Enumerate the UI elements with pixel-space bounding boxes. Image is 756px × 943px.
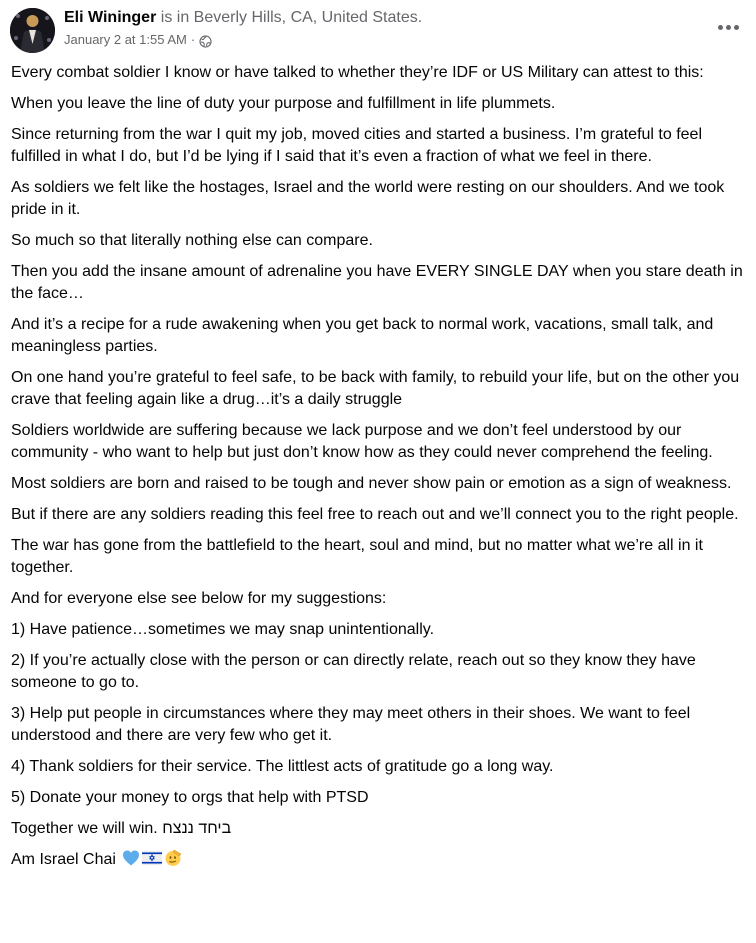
author-line — [64, 8, 422, 28]
closing-line-1 — [11, 818, 751, 840]
post-paragraph: And it’s a recipe for a rude awakening when you get back to normal work, vacations, small talk, and meaningless parties. — [11, 316, 714, 355]
hebrew-text: ביחד ננצח — [162, 820, 232, 837]
post-paragraph: 2) If you’re actually close with the person or can directly relate, reach out so they know they have someone to go to. — [11, 652, 696, 691]
post-body — [11, 62, 751, 883]
closing-text: Am Israel Chai — [11, 851, 116, 868]
closing-line-2 — [11, 849, 751, 874]
meta-separator: · — [190, 32, 196, 47]
post-paragraph: Then you add the insane amount of adrenaline you have EVERY SINGLE DAY when you stare death in the face… — [11, 263, 743, 302]
globe-icon[interactable] — [199, 35, 212, 48]
post-paragraph: So much so that literally nothing else can compare. — [11, 232, 373, 249]
post-timestamp[interactable]: January 2 at 1:55 AM — [64, 32, 187, 47]
post-paragraph: 3) Help put people in circumstances where they may meet others in their shoes. We want to feel understood and there are very few who get it. — [11, 705, 691, 744]
post-paragraph: Every combat soldier I know or have talked to whether they’re IDF or US Military can attest to this: — [11, 64, 704, 81]
blue-heart-icon — [122, 849, 140, 874]
avatar-image — [10, 8, 55, 53]
post-paragraph: But if there are any soldiers reading this feel free to reach out and we’ll connect you to the right people. — [11, 506, 739, 523]
post-paragraph: The war has gone from the battlefield to the heart, soul and mind, but no matter what we’re all in it together. — [11, 537, 703, 576]
post-paragraph: 4) Thank soldiers for their service. The littlest acts of gratitude go a long way. — [11, 758, 554, 775]
post-paragraph: Most soldiers are born and raised to be tough and never show pain or emotion as a sign of weakness. — [11, 475, 732, 492]
post-paragraph: When you leave the line of duty your purpose and fulfillment in life plummets. — [11, 95, 556, 112]
post-paragraph: On one hand you’re grateful to feel safe, to be back with family, to rebuild your life, but on the other you crave that feeling again like a drug…it’s a daily struggle — [11, 369, 740, 408]
post-paragraph: Soldiers worldwide are suffering because we lack purpose and we don’t feel understood by our community - who want to help but just don’t know how as they could never comprehend the feeling. — [11, 422, 713, 461]
author-location[interactable]: Beverly Hills, CA, United States. — [193, 9, 423, 26]
post-paragraph: And for everyone else see below for my suggestions: — [11, 590, 387, 607]
post-paragraph: 1) Have patience…sometimes we may snap unintentionally. — [11, 621, 435, 638]
post-paragraph: As soldiers we felt like the hostages, Israel and the world were resting on our shoulders. And we took pride in it. — [11, 179, 725, 218]
saluting-face-icon — [164, 849, 182, 874]
post-meta — [64, 32, 212, 48]
post-paragraph: 5) Donate your money to orgs that help with PTSD — [11, 789, 369, 806]
israel-flag-icon — [142, 849, 162, 874]
post-header — [0, 0, 756, 58]
closing-text: Together we will win. — [11, 820, 158, 837]
author-avatar[interactable] — [10, 8, 55, 53]
author-connector: is in — [156, 9, 194, 26]
post-paragraph: Since returning from the war I quit my job, moved cities and started a business. I’m grateful to feel fulfilled in what I do, but I’d be lying if I said that it’s even a fraction of what we feel in there. — [11, 126, 702, 165]
more-options-icon[interactable] — [710, 12, 746, 42]
author-name[interactable]: Eli Wininger — [64, 9, 157, 26]
